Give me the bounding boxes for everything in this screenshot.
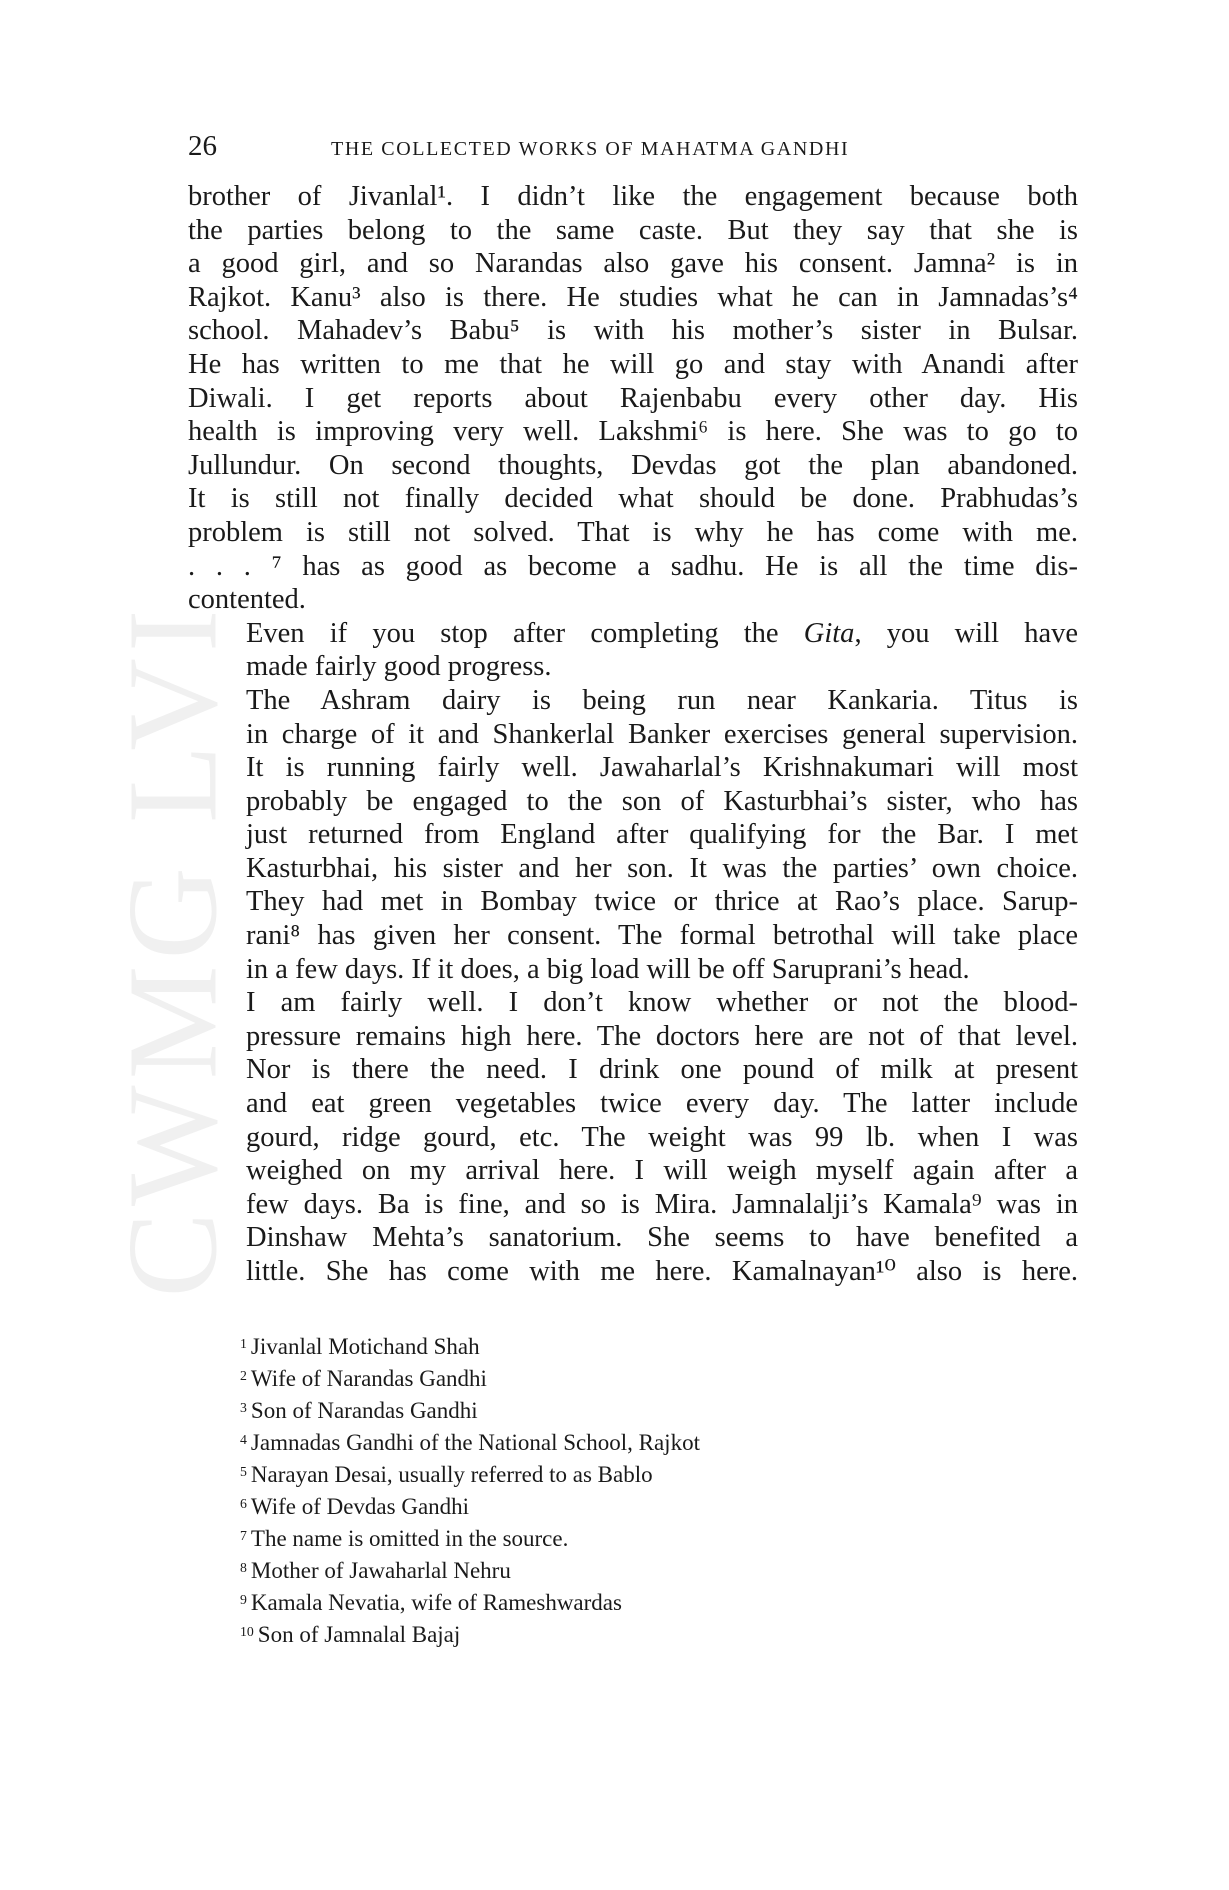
paragraph-3 [188, 684, 1078, 986]
text-line: few days. Ba is fine, and so is Mira. Jamnalalji’s Kamala⁹ was in [246, 1188, 1078, 1220]
text-line: Diwali. I get reports about Rajenbabu every other day. His [188, 382, 1078, 414]
footnote [240, 1332, 940, 1364]
text-line: probably be engaged to the son of Kasturbhai’s sister, who has [246, 785, 1078, 817]
footnote-text: Mother of Jawaharlal Nehru [250, 1558, 511, 1583]
paragraph-1 [188, 180, 1078, 617]
footnote-marker: 10 [240, 1623, 254, 1639]
text-line: Kasturbhai, his sister and her son. It was the parties’ own choice. [246, 852, 1078, 884]
footnote [240, 1524, 940, 1556]
text-line: weighed on my arrival here. I will weigh myself again after a [246, 1155, 1078, 1187]
text-line: It is running fairly well. Jawaharlal’s Krishnakumari will most [246, 752, 1078, 784]
text-line: They had met in Bombay twice or thrice at Rao’s place. Sarup- [246, 886, 1078, 918]
page-number: 26 [188, 130, 217, 162]
text-line: . . . ⁷ has as good as become a sadhu. He is all the time dis- [188, 550, 1078, 582]
footnote-marker: 2 [240, 1367, 247, 1383]
text-line: I am fairly well. I don’t know whether or not the blood- [246, 987, 1078, 1019]
text-line: Rajkot. Kanu³ also is there. He studies what he can in Jamnadas’s⁴ [188, 281, 1078, 313]
text-line: the parties belong to the same caste. But they say that she is [188, 214, 1078, 246]
page-header [188, 128, 1078, 168]
paragraph-4 [188, 986, 1078, 1288]
footnote [240, 1396, 940, 1428]
text-line: The Ashram dairy is being run near Kankaria. Titus is [246, 684, 1078, 716]
footnote-text: Jivanlal Motichand Shah [250, 1334, 480, 1359]
footnote [240, 1492, 940, 1524]
running-head: THE COLLECTED WORKS OF MAHATMA GANDHI [331, 138, 850, 160]
footnote-marker: 4 [240, 1431, 247, 1447]
footnote-text: Kamala Nevatia, wife of Rameshwardas [250, 1590, 622, 1615]
text-line: problem is still not solved. That is why he has come with me. [188, 516, 1078, 548]
footnote [240, 1588, 940, 1620]
text-line: just returned from England after qualifying for the Bar. I met [246, 819, 1078, 851]
text-line: pressure remains high here. The doctors here are not of that level. [246, 1020, 1078, 1052]
footnote [240, 1364, 940, 1396]
footnote-text: Son of Narandas Gandhi [250, 1398, 478, 1423]
footnote-text: Son of Jamnalal Bajaj [257, 1622, 461, 1647]
paragraph-2 [188, 617, 1078, 684]
footnote-marker: 7 [240, 1527, 247, 1543]
footnote [240, 1620, 940, 1652]
footnote-marker: 1 [240, 1335, 247, 1351]
watermark-text: CWMG LVI [101, 603, 244, 1297]
footnote-text: Wife of Narandas Gandhi [250, 1366, 487, 1391]
text-line: gourd, ridge gourd, etc. The weight was 99 lb. when I was [246, 1121, 1078, 1153]
text-line: contented. [188, 584, 306, 616]
text-line: school. Mahadev’s Babu⁵ is with his mother’s sister in Bulsar. [188, 315, 1078, 347]
footnote-text: The name is omitted in the source. [250, 1526, 569, 1551]
footnote-marker: 6 [240, 1495, 247, 1511]
text-line: Nor is there the need. I drink one pound of milk at present [246, 1054, 1078, 1086]
text-line: He has written to me that he will go and stay with Anandi after [188, 348, 1078, 380]
book-title: Gita [803, 617, 855, 649]
text-line: a good girl, and so Narandas also gave his consent. Jamna² is in [188, 248, 1078, 280]
text-line: made fairly good progress. [246, 651, 552, 683]
text-line: brother of Jivanlal¹. I didn’t like the engagement because both [188, 181, 1078, 212]
text-line: and eat green vegetables twice every day. The latter include [246, 1088, 1078, 1120]
text-line: little. She has come with me here. Kamalnayan¹⁰ also is here. [246, 1256, 1078, 1287]
footnote-text: Narayan Desai, usually referred to as Bablo [250, 1462, 653, 1487]
text-line: Dinshaw Mehta’s sanatorium. She seems to have benefited a [246, 1222, 1078, 1254]
text-line: Even if you stop after completing the Gita, you will have [246, 617, 1079, 649]
footnote-marker: 8 [240, 1559, 247, 1575]
footnote-text: Jamnadas Gandhi of the National School, Rajkot [250, 1430, 700, 1455]
footnote [240, 1428, 940, 1460]
text-line: in charge of it and Shankerlal Banker exercises general supervision. [246, 718, 1078, 750]
footnote [240, 1556, 940, 1588]
footnote [240, 1460, 940, 1492]
text-line: It is still not finally decided what should be done. Prabhudas’s [188, 483, 1078, 515]
footnote-marker: 3 [240, 1399, 247, 1415]
text-line: health is improving very well. Lakshmi⁶ is here. She was to go to [188, 416, 1078, 448]
text-line: Jullundur. On second thoughts, Devdas got the plan abandoned. [188, 449, 1078, 481]
footnotes [240, 1332, 940, 1652]
body-text [188, 180, 1078, 1289]
text-line: rani⁸ has given her consent. The formal betrothal will take place [246, 920, 1078, 952]
footnote-text: Wife of Devdas Gandhi [250, 1494, 470, 1519]
text-line: in a few days. If it does, a big load will be off Saruprani’s head. [246, 953, 970, 985]
footnote-marker: 9 [240, 1591, 247, 1607]
footnote-marker: 5 [240, 1463, 247, 1479]
